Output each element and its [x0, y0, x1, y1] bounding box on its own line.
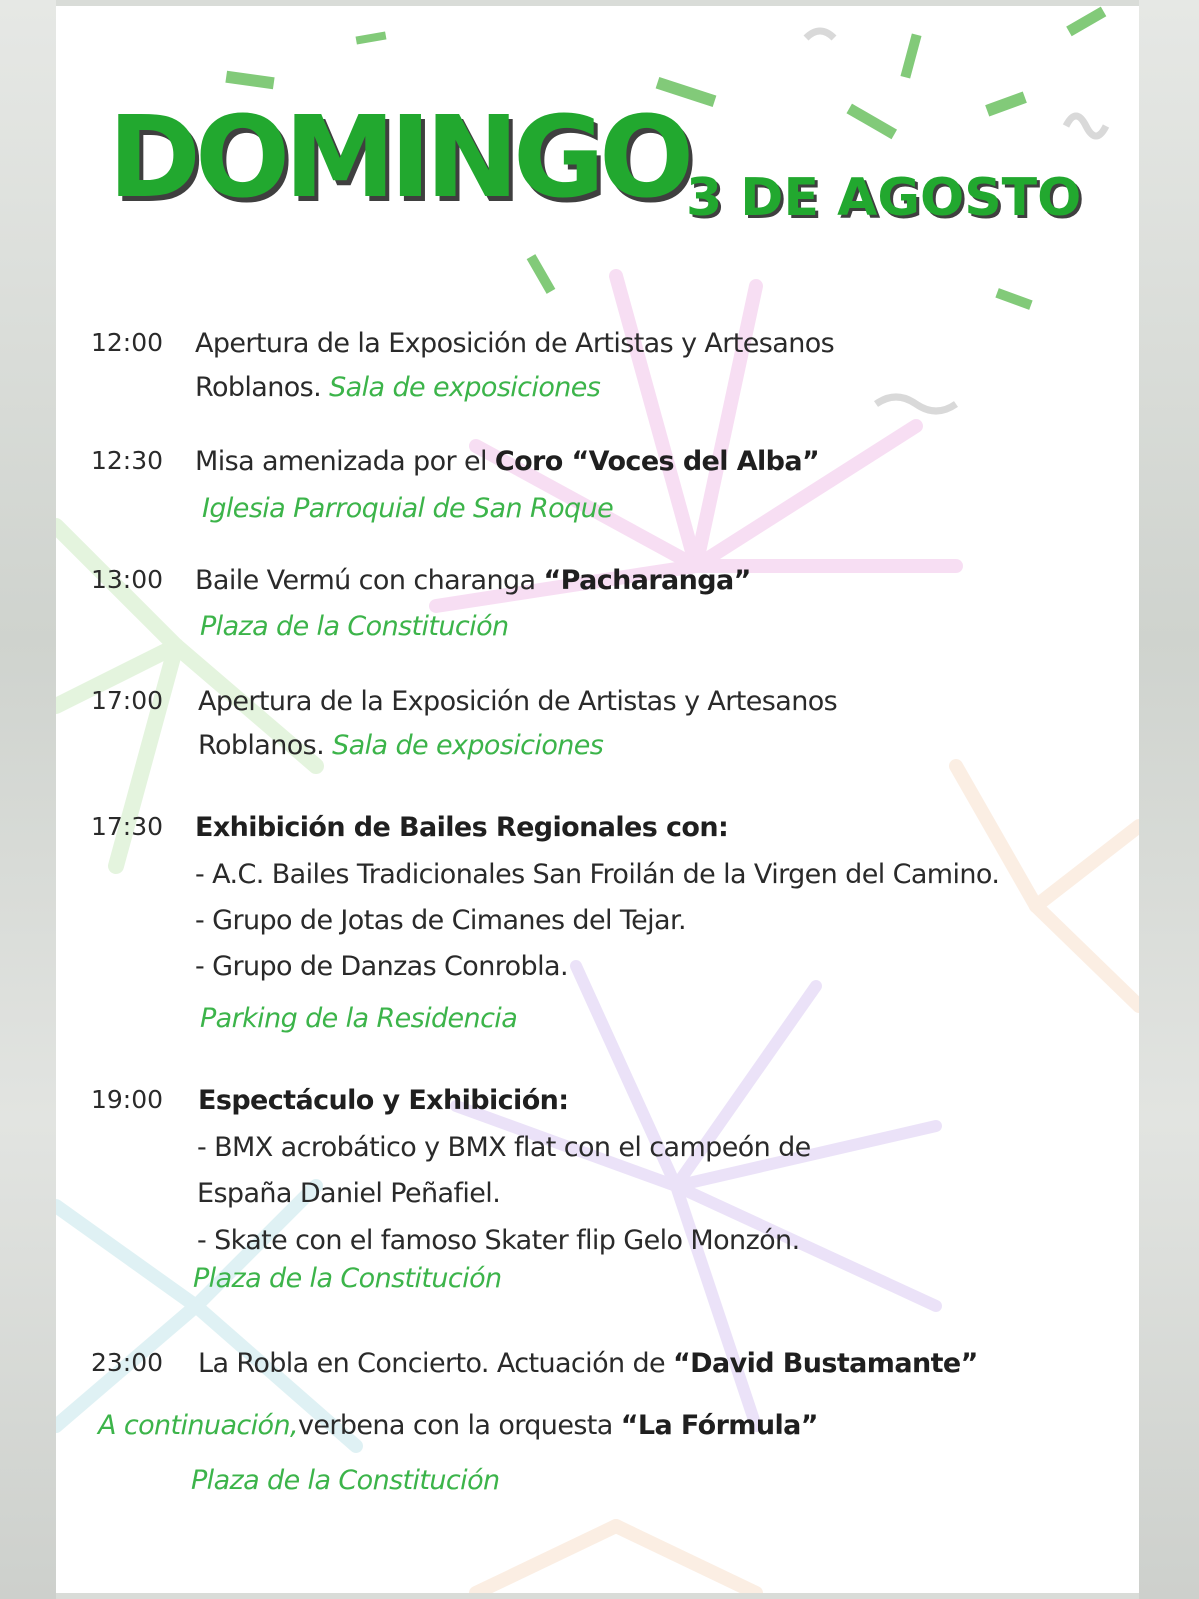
event-text: Baile Vermú con charanga [195, 565, 536, 596]
event-time: 17:30 [91, 812, 164, 841]
event-time: 13:00 [91, 565, 164, 594]
event-location: Parking de la Residencia [200, 1003, 518, 1034]
event-location: Plaza de la Constitución [191, 1465, 500, 1496]
event-item: - BMX acrobático y BMX flat con el campeón de [197, 1132, 811, 1163]
event-text-line [195, 565, 751, 596]
event-highlight: “David Bustamante” [673, 1348, 978, 1379]
event-location: Plaza de la Constitución [200, 611, 509, 642]
event-text-cont [198, 730, 603, 761]
event-text: Apertura de la Exposición de Artistas y Artesanos [195, 328, 835, 359]
event-text: Roblanos. [195, 372, 322, 403]
event-location: Sala de exposiciones [332, 730, 604, 761]
event-item: - Grupo de Jotas de Cimanes del Tejar. [195, 905, 687, 936]
event-text-line [195, 446, 819, 477]
event-item: - Grupo de Danzas Conrobla. [195, 951, 568, 982]
event-heading [198, 1085, 568, 1116]
event-heading [195, 812, 728, 843]
event-text-line [198, 1348, 978, 1379]
date-subtitle: 3 DE AGOSTO [686, 168, 1082, 228]
event-text: Roblanos. [198, 730, 325, 761]
event-location: Sala de exposiciones [329, 372, 601, 403]
event-text: Apertura de la Exposición de Artistas y Artesanos [198, 686, 838, 717]
backdrop-left [0, 0, 56, 1599]
event-time: 17:00 [91, 686, 164, 715]
event-time: 19:00 [91, 1085, 164, 1114]
page-title: DOMINGO [108, 93, 689, 223]
event-text: Misa amenizada por el [195, 446, 487, 477]
event-time: 12:00 [91, 328, 164, 357]
continuation-label: A continuación, [98, 1410, 298, 1441]
event-text-cont [195, 372, 600, 403]
backdrop-right [1139, 0, 1199, 1599]
event-item: - A.C. Bailes Tradicionales San Froilán de la Virgen del Camino. [195, 859, 1000, 890]
event-text: La Robla en Concierto. Actuación de [198, 1348, 666, 1379]
event-location: Iglesia Parroquial de San Roque [202, 493, 614, 524]
continuation-text: verbena con la orquesta [297, 1410, 613, 1441]
poster [56, 6, 1139, 1593]
event-heading-text: Espectáculo y Exhibición: [198, 1085, 569, 1116]
event-location: Plaza de la Constitución [193, 1263, 502, 1294]
event-time: 23:00 [91, 1348, 164, 1377]
event-heading-text: Exhibición de Bailes Regionales con: [195, 812, 729, 843]
event-item: - Skate con el famoso Skater flip Gelo Monzón. [197, 1225, 800, 1256]
event-time: 12:30 [91, 446, 164, 475]
continuation-highlight: “La Fórmula” [620, 1410, 818, 1441]
event-item: España Daniel Peñafiel. [197, 1178, 501, 1209]
event-highlight: Coro “Voces del Alba” [494, 446, 820, 477]
event-highlight: “Pacharanga” [543, 565, 751, 596]
event-continuation [98, 1410, 818, 1441]
